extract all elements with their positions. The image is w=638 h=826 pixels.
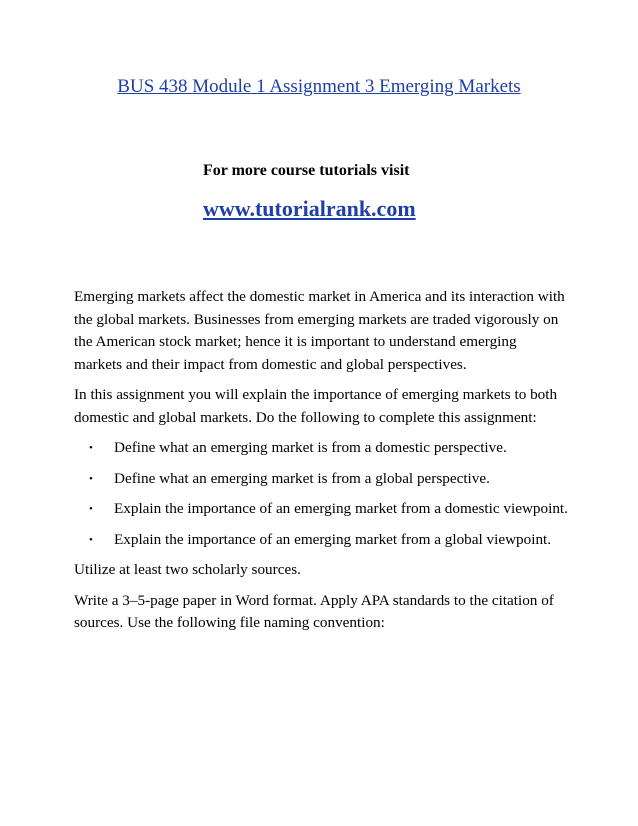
task-text: Define what an emerging market is from a domestic perspective. <box>114 439 507 456</box>
sources-paragraph: Utilize at least two scholarly sources. <box>74 561 301 578</box>
bullet-icon: • <box>89 533 93 546</box>
instructions-paragraph: In this assignment you will explain the importance of emerging markets to both domestic and global markets. Do the following to complete this assignment: <box>74 386 558 426</box>
list-item <box>74 498 568 521</box>
task-text: Explain the importance of an emerging market from a global viewpoint. <box>114 530 552 548</box>
list-item <box>74 529 568 552</box>
task-list <box>74 437 568 551</box>
format-paragraph: Write a 3–5-page paper in Word format. Apply APA standards to the citation of sources. Use the following file naming convention: <box>74 591 554 631</box>
task-text: Explain the importance of an emerging market from a domestic viewpoint. <box>114 500 568 517</box>
visit-prompt: For more course tutorials visit <box>203 162 410 179</box>
intro-paragraph: Emerging markets affect the domestic market in America and its interaction with the global markets. Businesses from emerging markets are traded vigorously on the American stock market; hence it is important to understand emerging markets and their impact from domestic and global perspectives. <box>74 288 565 373</box>
website-link[interactable]: www.tutorialrank.com <box>203 196 416 221</box>
list-item <box>74 437 568 460</box>
bullet-icon: • <box>89 442 93 454</box>
bullet-icon: • <box>89 472 93 485</box>
list-item <box>74 468 568 491</box>
task-text: Define what an emerging market is from a global perspective. <box>114 469 490 487</box>
bullet-icon: • <box>89 503 93 515</box>
document-body <box>74 286 568 643</box>
document-title: BUS 438 Module 1 Assignment 3 Emerging Markets <box>117 76 521 97</box>
